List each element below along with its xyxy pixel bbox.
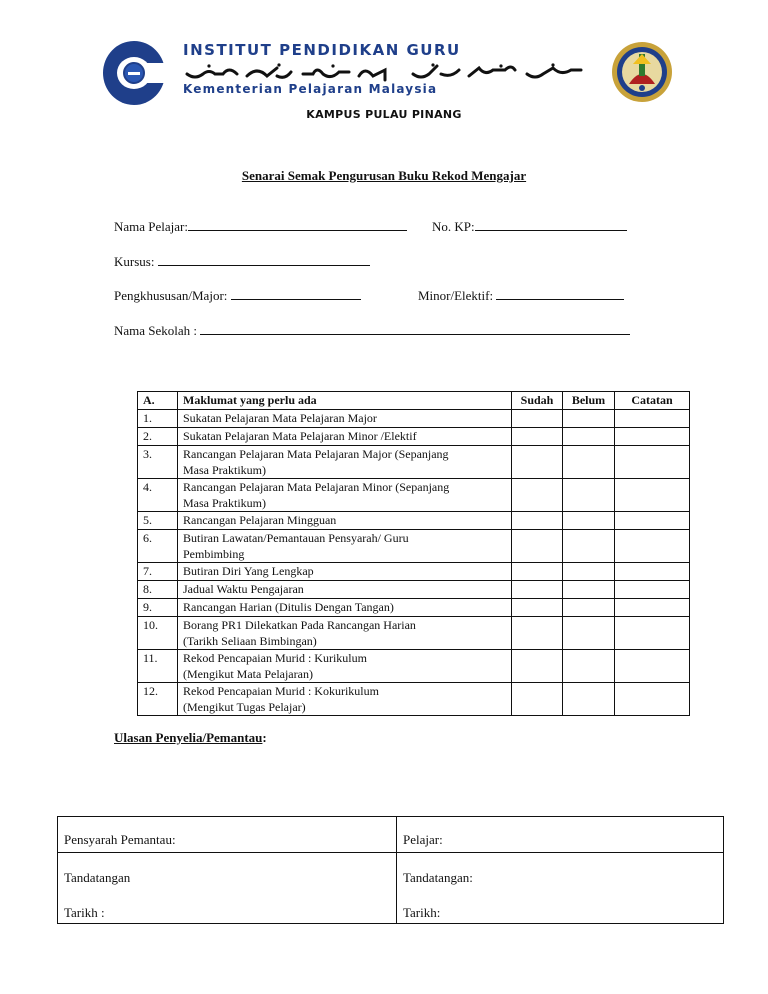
pensyarah-tandatangan-cell[interactable]: Tandatangan <box>58 853 397 888</box>
table-row <box>138 683 690 716</box>
belum-cell[interactable] <box>563 599 615 617</box>
pengkhususan-label: Pengkhususan/Major: <box>114 288 228 303</box>
nama-sekolah-field[interactable] <box>114 323 630 339</box>
pelajar-tarikh-cell[interactable]: Tarikh: <box>397 888 724 924</box>
belum-cell[interactable] <box>563 428 615 446</box>
row-number: 11. <box>138 650 178 683</box>
row-item: Borang PR1 Dilekatkan Pada Rancangan Harian (Tarikh Seliaan Bimbingan) <box>178 617 512 650</box>
belum-cell[interactable] <box>563 683 615 716</box>
nama-pelajar-field[interactable] <box>114 219 407 235</box>
row-number: 12. <box>138 683 178 716</box>
catatan-cell[interactable] <box>615 479 690 512</box>
sudah-cell[interactable] <box>512 530 563 563</box>
ipg-logo <box>103 41 165 105</box>
table-row <box>138 563 690 581</box>
pengkhususan-field[interactable] <box>114 288 361 304</box>
sudah-cell[interactable] <box>512 428 563 446</box>
ulasan-label: Ulasan Penyelia/Pemantau <box>114 730 263 745</box>
header-catatan: Catatan <box>615 392 690 410</box>
pelajar-tandatangan-cell[interactable]: Tandatangan: <box>397 853 724 888</box>
catatan-cell[interactable] <box>615 530 690 563</box>
catatan-cell[interactable] <box>615 581 690 599</box>
row-number: 1. <box>138 410 178 428</box>
belum-cell[interactable] <box>563 563 615 581</box>
minor-blank[interactable] <box>496 288 624 300</box>
ulasan-heading <box>114 730 267 746</box>
institute-name: INSTITUT PENDIDIKAN GURU <box>183 41 461 59</box>
table-row <box>138 581 690 599</box>
table-row <box>138 512 690 530</box>
kursus-label: Kursus: <box>114 254 155 269</box>
table-row <box>138 530 690 563</box>
catatan-cell[interactable] <box>615 683 690 716</box>
sudah-cell[interactable] <box>512 563 563 581</box>
table-row <box>138 650 690 683</box>
table-row <box>138 617 690 650</box>
pensyarah-tarikh-cell[interactable]: Tarikh : <box>58 888 397 924</box>
catatan-cell[interactable] <box>615 428 690 446</box>
row-item: Butiran Lawatan/Pemantauan Pensyarah/ Guru Pembimbing <box>178 530 512 563</box>
kursus-blank[interactable] <box>158 254 370 266</box>
sudah-cell[interactable] <box>512 617 563 650</box>
nama-pelajar-blank[interactable] <box>188 219 407 231</box>
table-row <box>138 446 690 479</box>
minor-field[interactable] <box>418 288 624 304</box>
catatan-cell[interactable] <box>615 563 690 581</box>
ministry-name: Kementerian Pelajaran Malaysia <box>183 82 438 96</box>
header-belum: Belum <box>563 392 615 410</box>
belum-cell[interactable] <box>563 617 615 650</box>
row-number: 5. <box>138 512 178 530</box>
catatan-cell[interactable] <box>615 410 690 428</box>
row-item: Rancangan Pelajaran Mata Pelajaran Minor (Sepanjang Masa Praktikum) <box>178 479 512 512</box>
checklist-header-row <box>138 392 690 410</box>
pengkhususan-blank[interactable] <box>231 288 361 300</box>
belum-cell[interactable] <box>563 446 615 479</box>
row-item: Rancangan Pelajaran Mata Pelajaran Major (Sepanjang Masa Praktikum) <box>178 446 512 479</box>
belum-cell[interactable] <box>563 530 615 563</box>
row-item: Rekod Pencapaian Murid : Kokurikulum (Mengikut Tugas Pelajar) <box>178 683 512 716</box>
no-kp-label: No. KP: <box>432 219 475 234</box>
belum-cell[interactable] <box>563 410 615 428</box>
nama-sekolah-blank[interactable] <box>200 323 630 335</box>
document-title: Senarai Semak Pengurusan Buku Rekod Mengajar <box>241 168 527 183</box>
row-number: 2. <box>138 428 178 446</box>
sudah-cell[interactable] <box>512 512 563 530</box>
row-number: 10. <box>138 617 178 650</box>
table-row <box>138 410 690 428</box>
sudah-cell[interactable] <box>512 599 563 617</box>
minor-label: Minor/Elektif: <box>418 288 494 303</box>
row-number: 7. <box>138 563 178 581</box>
sudah-cell[interactable] <box>512 410 563 428</box>
header-sudah: Sudah <box>512 392 563 410</box>
sudah-cell[interactable] <box>512 581 563 599</box>
row-number: 4. <box>138 479 178 512</box>
row-number: 3. <box>138 446 178 479</box>
row-item: Sukatan Pelajaran Mata Pelajaran Major <box>178 410 512 428</box>
pelajar-cell[interactable]: Pelajar: <box>397 817 724 853</box>
table-row <box>138 479 690 512</box>
row-number: 8. <box>138 581 178 599</box>
table-row <box>138 428 690 446</box>
sudah-cell[interactable] <box>512 683 563 716</box>
no-kp-blank[interactable] <box>475 219 627 231</box>
catatan-cell[interactable] <box>615 650 690 683</box>
sudah-cell[interactable] <box>512 446 563 479</box>
nama-pelajar-label: Nama Pelajar: <box>114 219 188 234</box>
belum-cell[interactable] <box>563 581 615 599</box>
row-item: Rekod Pencapaian Murid : Kurikulum (Mengikut Mata Pelajaran) <box>178 650 512 683</box>
kursus-field[interactable] <box>114 254 370 270</box>
pensyarah-pemantau-cell[interactable]: Pensyarah Pemantau: <box>58 817 397 853</box>
row-item: Butiran Diri Yang Lengkap <box>178 563 512 581</box>
signature-table <box>57 816 724 924</box>
institute-name-jawi-logo <box>183 62 591 82</box>
row-number: 6. <box>138 530 178 563</box>
row-item: Rancangan Pelajaran Mingguan <box>178 512 512 530</box>
belum-cell[interactable] <box>563 512 615 530</box>
campus-name: KAMPUS PULAU PINANG <box>306 108 462 121</box>
row-item: Sukatan Pelajaran Mata Pelajaran Minor /Elektif <box>178 428 512 446</box>
ministry-crest-logo <box>611 40 673 104</box>
checklist-table <box>137 391 690 716</box>
header-section: A. <box>138 392 178 410</box>
catatan-cell[interactable] <box>615 599 690 617</box>
catatan-cell[interactable] <box>615 446 690 479</box>
row-item: Rancangan Harian (Ditulis Dengan Tangan) <box>178 599 512 617</box>
sudah-cell[interactable] <box>512 650 563 683</box>
header-item: Maklumat yang perlu ada <box>178 392 512 410</box>
belum-cell[interactable] <box>563 650 615 683</box>
belum-cell[interactable] <box>563 479 615 512</box>
sudah-cell[interactable] <box>512 479 563 512</box>
catatan-cell[interactable] <box>615 512 690 530</box>
nama-sekolah-label: Nama Sekolah : <box>114 323 198 338</box>
no-kp-field[interactable] <box>432 219 627 235</box>
row-number: 9. <box>138 599 178 617</box>
row-item: Jadual Waktu Pengajaran <box>178 581 512 599</box>
table-row <box>138 599 690 617</box>
catatan-cell[interactable] <box>615 617 690 650</box>
ulasan-colon: : <box>262 730 267 745</box>
